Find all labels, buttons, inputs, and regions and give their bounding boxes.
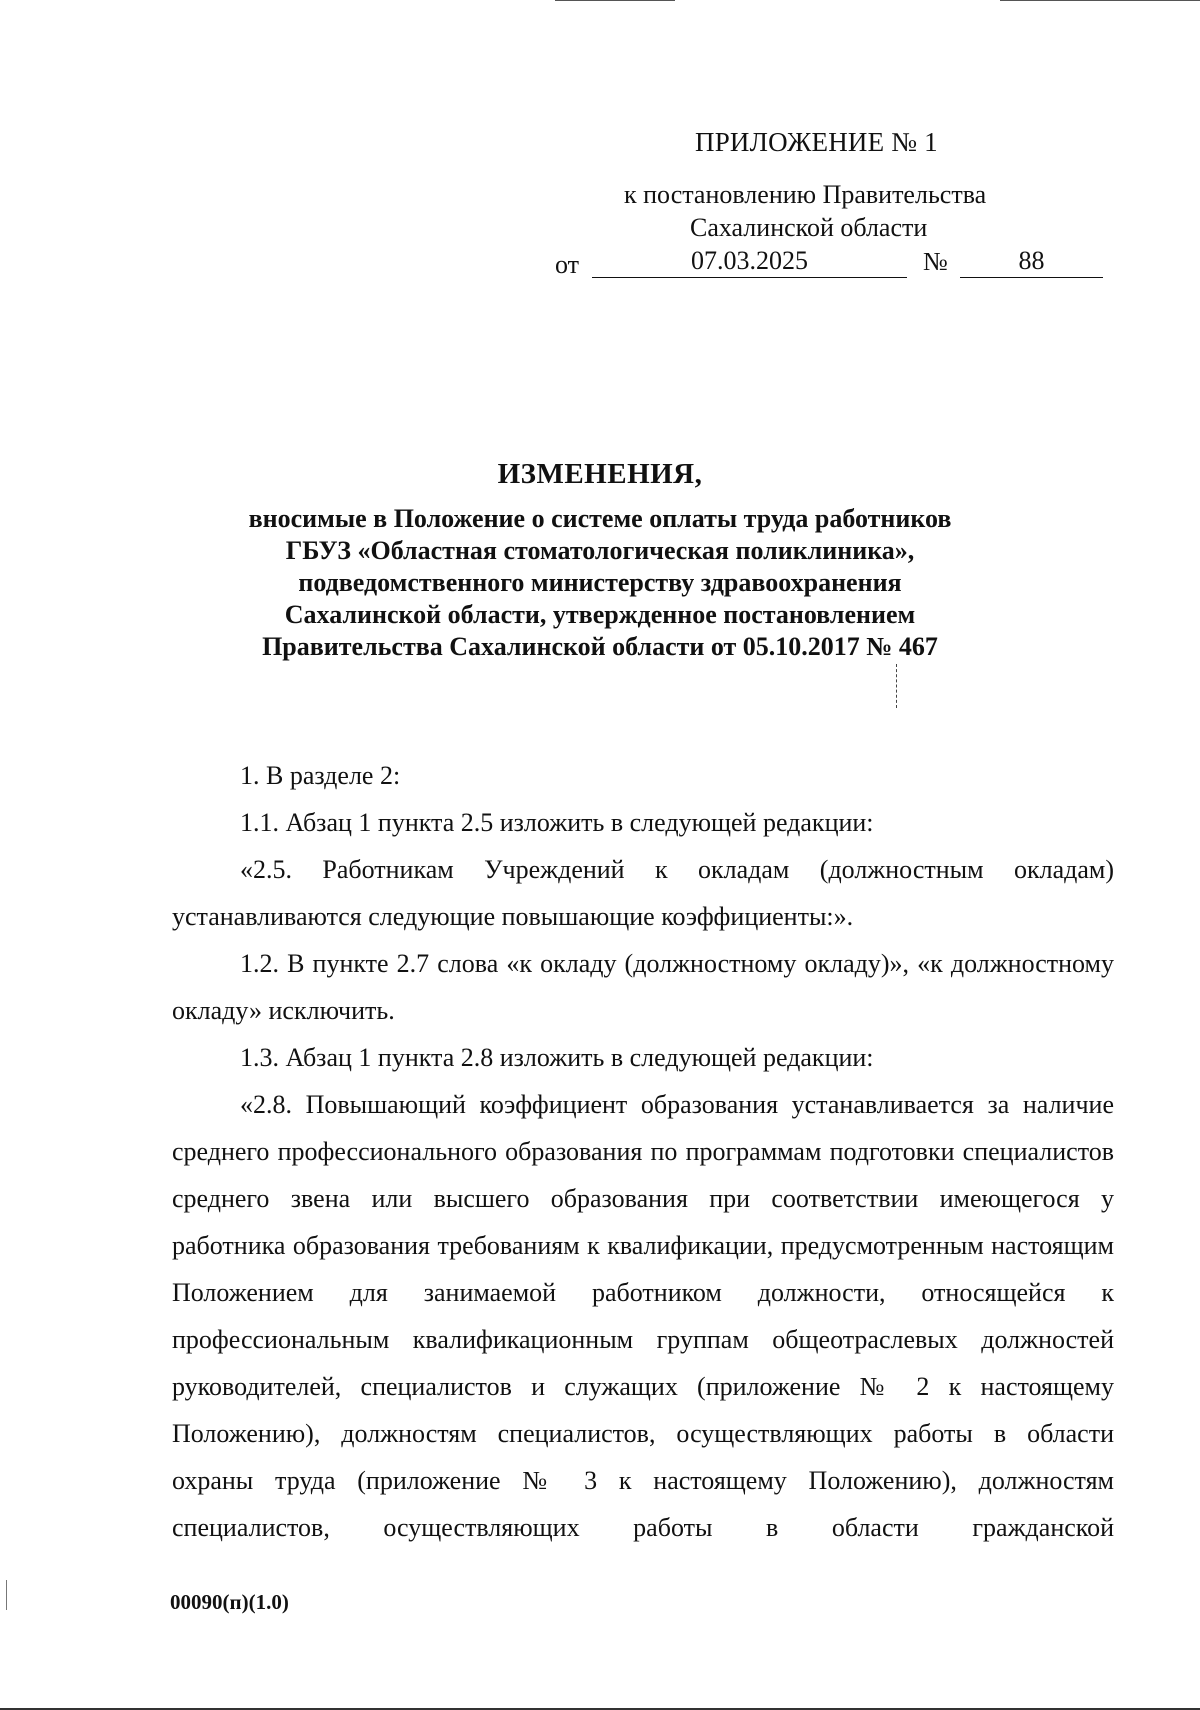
document-body [172,752,1114,1551]
paragraph: 1. В разделе 2: [240,761,401,790]
scan-edge-line [1000,0,1200,1]
document-subtitle [170,503,1030,663]
subtitle-line: подведомственного министерству здравоохранения [298,568,902,597]
decree-date: 07.03.2025 [592,246,907,278]
scan-edge-line [555,0,675,1]
decree-number: 88 [960,246,1103,278]
document-title: ИЗМЕНЕНИЯ, [497,458,703,490]
paragraph: 1.3. Абзац 1 пункта 2.8 изложить в следующей редакции: [240,1043,874,1072]
appendix-subtitle-line1: к постановлению Правительства [624,180,987,209]
subtitle-line: ГБУЗ «Областная стоматологическая поликлиника», [285,536,915,565]
date-prefix: от [555,250,580,279]
scan-edge-mark [6,1580,7,1610]
margin-mark [896,664,898,708]
appendix-title: ПРИЛОЖЕНИЕ № 1 [695,127,938,157]
paragraph: 1.1. Абзац 1 пункта 2.5 изложить в следующей редакции: [240,808,874,837]
appendix-subtitle-line2: Сахалинской области [690,213,928,242]
document-code: 00090(п)(1.0) [170,1590,289,1614]
subtitle-line: Сахалинской области, утвержденное постановлением [284,600,916,629]
paragraph: 1.2. В пункте 2.7 слова «к окладу (должностному окладу)», «к должностному окладу» исключить. [172,949,1114,1025]
subtitle-line: Правительства Сахалинской области от 05.10.2017 № 467 [262,632,938,661]
number-sign: № [923,247,948,276]
paragraph: «2.5. Работникам Учреждений к окладам (должностным окладам) устанавливаются следующие повышающие коэффициенты:». [172,855,1114,931]
paragraph: «2.8. Повышающий коэффициент образования устанавливается за наличие среднего профессионального образования по программам подготовки специалистов среднего звена или высшего образования при соответствии имеющегося у работника образования требованиям к квалификации, предусмотренным настоящим Положением для занимаемой работником должности, относящейся к профессиональным квалификационным группам общеотраслевых должностей руководителей, специалистов и служащих (приложение № 2 к настоящему Положению), должностям специалистов, осуществляющих работы в области охраны труда (приложение № 3 к настоящему Положению), должностям специалистов, осуществляющих работы в области гражданской [172,1090,1114,1542]
subtitle-line: вносимые в Положение о системе оплаты труда работников [248,504,952,533]
